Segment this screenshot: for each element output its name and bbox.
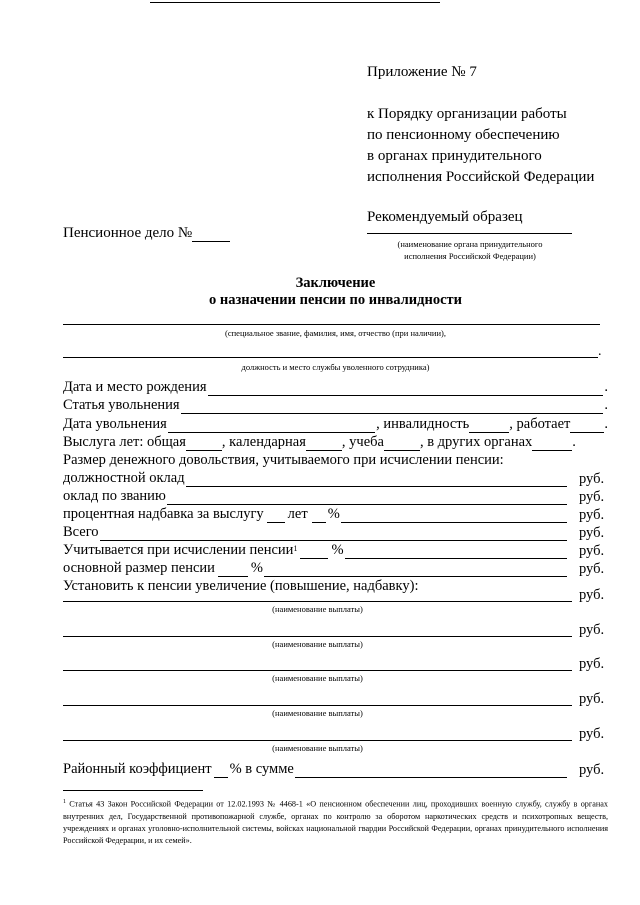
appendix-ref-line-1: к Порядку организации работы: [367, 106, 567, 122]
regional-rub: руб.: [579, 762, 605, 778]
payment-field-1[interactable]: [63, 601, 572, 602]
increase-label: Установить к пенсии увеличение (повышение, надбавку):: [63, 578, 419, 594]
base-rub: руб.: [579, 561, 605, 577]
payment-caption-2: (наименование выплаты): [272, 639, 363, 649]
allowance-intro: Размер денежного довольствия, учитываемого при исчислении пенсии:: [63, 452, 504, 468]
payment-caption-5: (наименование выплаты): [272, 743, 363, 753]
birth-dot: .: [604, 379, 608, 395]
organ-name-field[interactable]: [367, 233, 572, 234]
rank-salary-label: оклад по званию: [63, 488, 166, 504]
row-dismissal: [63, 413, 608, 433]
payment-field-2[interactable]: [63, 636, 572, 637]
study-label: , учеба: [341, 434, 384, 450]
calendar-label: , календарная: [221, 434, 306, 450]
regional-label: Районный коэффициент: [63, 761, 212, 777]
payment-caption-3: (наименование выплаты): [272, 673, 363, 683]
name-caption: (специальное звание, фамилия, имя, отчество (при наличии),: [225, 328, 446, 338]
row-regional: [63, 758, 568, 778]
recommended-sample: Рекомендуемый образец: [367, 209, 523, 225]
service-label: Выслуга лет: общая: [63, 434, 186, 450]
row-birth: [63, 376, 608, 396]
case-number: [63, 225, 230, 242]
works-label: , работает: [509, 416, 571, 432]
other-label: , в других органах: [419, 434, 533, 450]
payment-rub-1: руб.: [579, 587, 605, 603]
bonus-label: процентная надбавка за выслугу: [63, 506, 264, 522]
counted-rub: руб.: [579, 543, 605, 559]
row-total: [63, 521, 568, 541]
row-increase: [63, 575, 608, 595]
service-dot: .: [572, 434, 576, 450]
footnote-ref: 1: [293, 544, 298, 553]
regional-amount-field[interactable]: [295, 764, 567, 778]
row-base: [63, 557, 568, 577]
appendix-ref-line-3: в органах принудительного: [367, 148, 542, 164]
payment-caption-4: (наименование выплаты): [272, 708, 363, 718]
dismissal-dot: .: [604, 416, 608, 432]
footnote-mark: 1: [63, 799, 66, 805]
base-label: основной размер пенсии: [63, 560, 215, 576]
payment-rub-2: руб.: [579, 622, 605, 638]
disability-label: , инвалидность: [376, 416, 470, 432]
organ-caption-2: исполнения Российской Федерации): [404, 251, 536, 261]
regional-sum-label: % в сумме: [229, 761, 294, 777]
article-dot: .: [604, 397, 608, 413]
row-counted: [63, 539, 568, 559]
payment-field-3[interactable]: [63, 670, 572, 671]
top-rule: [150, 2, 440, 3]
row-rank-salary: [63, 485, 568, 505]
position-caption: должность и место службы уволенного сотрудника): [241, 362, 430, 372]
rank-salary-rub: руб.: [579, 489, 605, 505]
total-label: Всего: [63, 524, 99, 540]
payment-rub-4: руб.: [579, 691, 605, 707]
organ-caption-1: (наименование органа принудительного: [397, 239, 543, 249]
row-bonus: [63, 503, 568, 523]
appendix-ref-line-4: исполнения Российской Федерации: [367, 169, 595, 185]
footnote-text: Статья 43 Закон Российской Федерации от 12.02.1993 № 4468-1 «О пенсионном обеспечении лиц, проходивших военную службу, службу в органах внутренних дел, Государственной противопожарной службе, органах по контролю за оборотом наркотических средств и психотропных веществ, учреждениях и органах уголовно-исполнительной системы, войсках национальной гвардии Российской Федерации, органах принудительного исполнения Российской Федерации, и их семей».: [63, 799, 608, 845]
payment-field-4[interactable]: [63, 705, 572, 706]
row-allowance-intro: [63, 449, 608, 469]
salary-rub: руб.: [579, 471, 605, 487]
counted-percent-sign: %: [331, 542, 344, 558]
salary-label: должностной оклад: [63, 470, 185, 486]
payment-rub-3: руб.: [579, 656, 605, 672]
total-rub: руб.: [579, 525, 605, 541]
case-number-label: Пенсионное дело №: [63, 225, 193, 241]
counted-label: Учитывается при исчислении пенсии: [63, 542, 294, 558]
document-title: Заключение: [295, 275, 376, 291]
payment-caption-1: (наименование выплаты): [272, 604, 363, 614]
footnote-separator: [63, 790, 203, 791]
dismissal-label: Дата увольнения: [63, 416, 167, 432]
row-article: [63, 394, 608, 414]
case-number-field[interactable]: [192, 228, 230, 242]
appendix-ref-line-2: по пенсионному обеспечению: [367, 127, 560, 143]
bonus-rub: руб.: [579, 507, 605, 523]
payment-field-5[interactable]: [63, 740, 572, 741]
base-percent-sign: %: [250, 560, 263, 576]
birth-label: Дата и место рождения: [63, 379, 207, 395]
payment-rub-5: руб.: [579, 726, 605, 742]
article-field[interactable]: [181, 400, 604, 414]
position-field[interactable]: [63, 357, 598, 358]
regional-percent-field[interactable]: [214, 764, 228, 778]
bonus-percent-sign: %: [327, 506, 340, 522]
footnote: [63, 796, 608, 847]
article-label: Статья увольнения: [63, 397, 180, 413]
appendix-number: Приложение № 7: [367, 64, 477, 80]
row-service: [63, 431, 608, 451]
document-subtitle: о назначении пенсии по инвалидности: [208, 292, 463, 308]
row-salary: [63, 467, 568, 487]
position-dot: .: [598, 344, 602, 359]
name-field[interactable]: [63, 324, 600, 325]
bonus-years-label: лет: [287, 506, 308, 522]
